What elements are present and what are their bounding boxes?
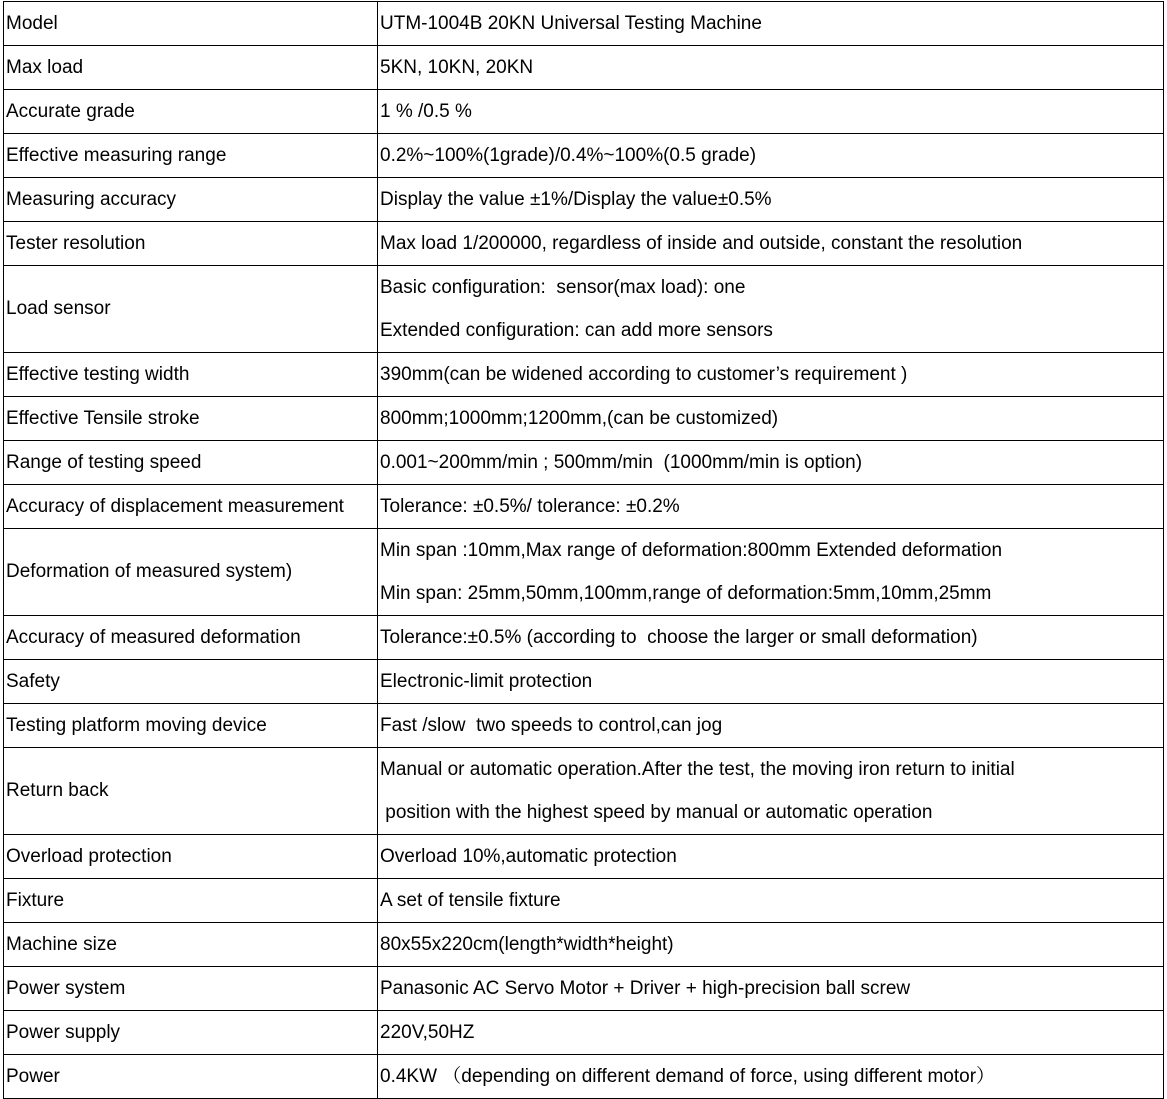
table-row <box>4 353 1164 397</box>
spec-label: Load sensor <box>4 266 378 353</box>
table-row <box>4 529 1164 616</box>
spec-value-line: Min span: 25mm,50mm,100mm,range of deformation:5mm,10mm,25mm <box>380 583 992 604</box>
spec-value-line: Basic configuration: sensor(max load): one <box>380 277 746 298</box>
table-row <box>4 879 1164 923</box>
spec-value <box>378 397 1164 441</box>
table-row <box>4 134 1164 178</box>
spec-value-line: 1 % /0.5 % <box>380 101 472 122</box>
spec-value <box>378 704 1164 748</box>
spec-label: Accurate grade <box>4 90 378 134</box>
spec-value <box>378 923 1164 967</box>
table-row <box>4 704 1164 748</box>
spec-label: Max load <box>4 46 378 90</box>
spec-value <box>378 660 1164 704</box>
spec-value-line: Display the value ±1%/Display the value±0.5% <box>380 189 772 210</box>
spec-value-line: 5KN, 10KN, 20KN <box>380 57 534 78</box>
table-row <box>4 660 1164 704</box>
table-row <box>4 441 1164 485</box>
spec-value-line: Overload 10%,automatic protection <box>380 846 677 867</box>
spec-value-line: Fast /slow two speeds to control,can jog <box>380 715 723 736</box>
spec-label: Measuring accuracy <box>4 178 378 222</box>
spec-label: Power <box>4 1055 378 1099</box>
spec-value-line: 0.2%~100%(1grade)/0.4%~100%(0.5 grade) <box>380 145 757 166</box>
spec-value <box>378 2 1164 46</box>
spec-value <box>378 46 1164 90</box>
spec-label: Model <box>4 2 378 46</box>
spec-table <box>3 1 1164 1099</box>
spec-label: Accuracy of measured deformation <box>4 616 378 660</box>
spec-value-line: Panasonic AC Servo Motor + Driver + high-precision ball screw <box>380 978 911 999</box>
table-row <box>4 616 1164 660</box>
table-row <box>4 222 1164 266</box>
spec-label: Safety <box>4 660 378 704</box>
spec-label: Power supply <box>4 1011 378 1055</box>
spec-value <box>378 485 1164 529</box>
spec-value-line: Electronic-limit protection <box>380 671 593 692</box>
spec-label: Machine size <box>4 923 378 967</box>
spec-value-line: position with the highest speed by manual or automatic operation <box>380 802 933 823</box>
spec-label: Effective measuring range <box>4 134 378 178</box>
spec-value <box>378 879 1164 923</box>
table-row <box>4 46 1164 90</box>
spec-value <box>378 748 1164 835</box>
spec-value <box>378 1055 1164 1099</box>
table-row <box>4 178 1164 222</box>
spec-value <box>378 266 1164 353</box>
spec-value <box>378 1011 1164 1055</box>
spec-value-line: 0.001~200mm/min ; 500mm/min (1000mm/min is option) <box>380 452 863 473</box>
table-row <box>4 485 1164 529</box>
spec-value-line: 800mm;1000mm;1200mm,(can be customized) <box>380 408 779 429</box>
spec-value-line: 80x55x220cm(length*width*height) <box>380 934 674 955</box>
spec-value-line: Max load 1/200000, regardless of inside and outside, constant the resolution <box>380 233 1023 254</box>
table-row <box>4 2 1164 46</box>
spec-value <box>378 178 1164 222</box>
spec-value-line: Tolerance:±0.5% (according to choose the larger or small deformation) <box>380 627 978 648</box>
spec-label: Overload protection <box>4 835 378 879</box>
spec-value-line: 220V,50HZ <box>380 1022 475 1043</box>
table-row <box>4 266 1164 353</box>
spec-value-line: UTM-1004B 20KN Universal Testing Machine <box>380 13 762 34</box>
table-row <box>4 1011 1164 1055</box>
spec-value <box>378 967 1164 1011</box>
table-row <box>4 835 1164 879</box>
spec-value-line: Tolerance: ±0.5%/ tolerance: ±0.2% <box>380 496 680 517</box>
spec-label: Accuracy of displacement measurement <box>4 485 378 529</box>
spec-value-line: Manual or automatic operation.After the test, the moving iron return to initial <box>380 759 1015 780</box>
spec-value-line: Min span :10mm,Max range of deformation:800mm Extended deformation <box>380 540 1003 561</box>
spec-label: Deformation of measured system) <box>4 529 378 616</box>
spec-value-line: 0.4KW （depending on different demand of force, using different motor） <box>380 1066 996 1087</box>
table-row <box>4 397 1164 441</box>
table-row <box>4 1055 1164 1099</box>
spec-value <box>378 616 1164 660</box>
spec-table-body <box>4 2 1164 1099</box>
table-row <box>4 923 1164 967</box>
spec-value <box>378 353 1164 397</box>
spec-label: Fixture <box>4 879 378 923</box>
spec-value <box>378 441 1164 485</box>
table-row <box>4 748 1164 835</box>
table-row <box>4 967 1164 1011</box>
spec-value <box>378 529 1164 616</box>
spec-value-line: Extended configuration: can add more sensors <box>380 320 773 341</box>
table-row <box>4 90 1164 134</box>
spec-label: Testing platform moving device <box>4 704 378 748</box>
spec-label: Return back <box>4 748 378 835</box>
spec-label: Tester resolution <box>4 222 378 266</box>
spec-value-line: A set of tensile fixture <box>380 890 561 911</box>
spec-value <box>378 90 1164 134</box>
spec-value <box>378 134 1164 178</box>
spec-label: Power system <box>4 967 378 1011</box>
spec-label: Range of testing speed <box>4 441 378 485</box>
spec-value-line: 390mm(can be widened according to customer’s requirement ) <box>380 364 908 385</box>
spec-value <box>378 222 1164 266</box>
spec-value <box>378 835 1164 879</box>
spec-label: Effective testing width <box>4 353 378 397</box>
spec-label: Effective Tensile stroke <box>4 397 378 441</box>
